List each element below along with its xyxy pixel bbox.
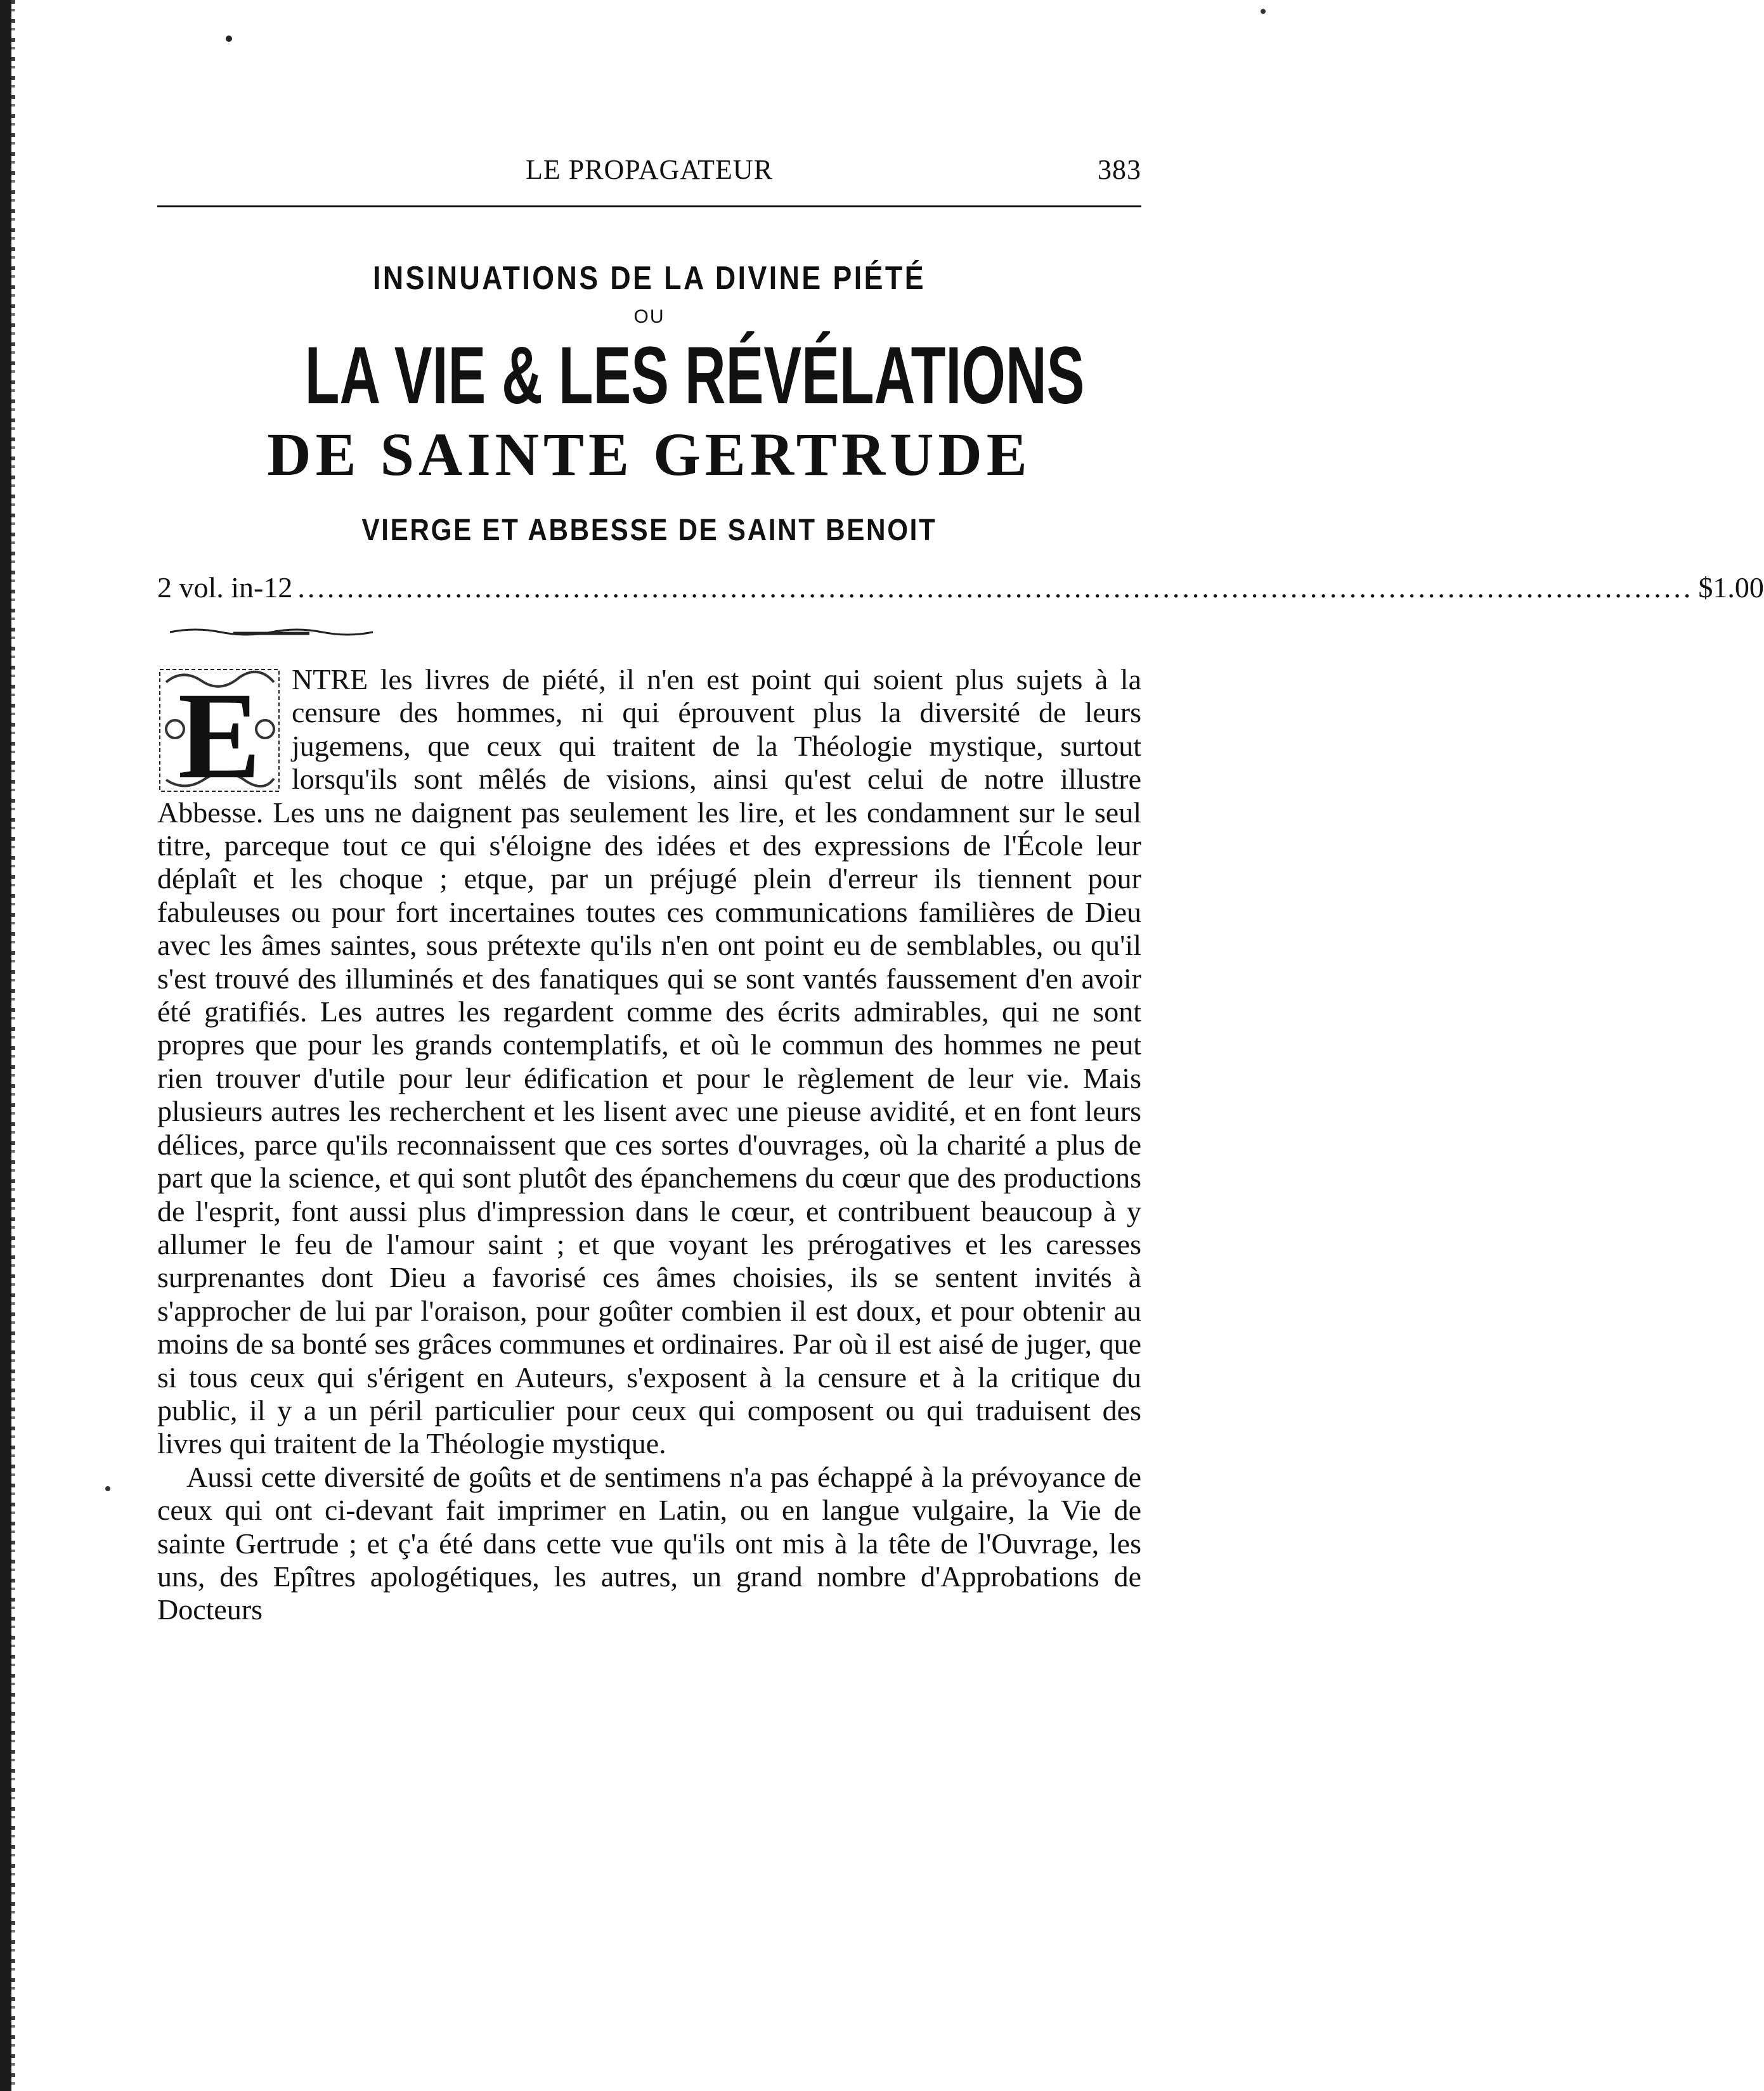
drop-cap-letter: E <box>178 667 261 805</box>
page <box>157 146 1764 1627</box>
title-line-insinuations: INSINUATIONS DE LA DIVINE PIÉTÉ <box>373 260 926 297</box>
edition-format: 2 vol. in-12 <box>157 571 293 604</box>
margin-speck <box>105 1486 110 1491</box>
dot-leader: .............................................................................................................................................. <box>297 571 1694 604</box>
paragraph-2: Aussi cette diversité de goûts et de sentimens n'a pas échappé à la prévoyance de ceux qui ont ci-devant fait imprimer en Latin, ou en langue vulgaire, la Vie de sainte Gertrude ; et ç'a été dans cette vue qu'ils ont mis à la tête de l'Ouvrage, les uns, des Epîtres apologétiques, les autres, un grand nombre d'Approbations de Docteurs <box>157 1460 1141 1626</box>
price-line <box>157 571 1764 604</box>
running-head-title: LE PROPAGATEUR <box>525 154 774 185</box>
paragraph-1: NTRE les livres de piété, il n'en est point qui soient plus sujets à la censure des hommes, ni qui éprouvent plus la diversité de leurs jugemens, que ceux qui traitent de la Théologie mystique, surtout lorsqu'ils sont mêlés de visions, ainsi qu'est celui de notre illustre Abbesse. Les uns ne daignent pas seulement les lire, et les condamnent sur le seul titre, parceque tout ce qui s'éloigne des idées et des expressions de l'École leur déplaît et les choque ; etque, par un préjugé plein d'erreur ils tiennent pour fabuleuses ou pour fort incertaines toutes ces communications familières de Dieu avec les âmes saintes, sous prétexte qu'ils n'en ont point eu de semblables, ou qu'il s'est trouvé des illuminés et des fanatiques qui se sont vantés faussement d'en avoir été gratifiés. Les autres les regardent comme des écrits admirables, qui ne sont propres que pour les grands contemplatifs, et où le commun des hommes ne peut rien trouver d'utile pour leur édification et pour le règlement de leur vie. Mais plusieurs autres les recherchent et les lisent avec une pieuse avidité, et en font leurs délices, parce qu'ils reconnaissent que ces sortes d'ouvrages, où la charité a plus de part que la science, et qui sont plutôt des épanchemens du cœur que des productions de l'esprit, font aussi plus d'impression dans le cœur, et contribuent beaucoup à y allumer le feu de l'amour saint ; et que voyant les prérogatives et les caresses surprenantes dont Dieu a favorisé ces âmes choisies, ils se sentent invités à s'approcher de lui par l'oraison, pour goûter combien il est doux, et pour obtenir au moins de sa bonté ses grâces communes et ordinaires. Par où il est aisé de juger, que si tous ceux qui s'érigent en Auteurs, s'exposent à la censure et à la critique du public, il y a un péril particulier pour ceux qui composent ou qui traduisent des livres qui traitent de la Théologie mystique. <box>157 663 1141 1460</box>
main-title: LA VIE & LES RÉVÉLATIONS <box>304 330 1085 421</box>
title-conjunction: OU <box>633 306 665 327</box>
subtitle: DE SAINTE GERTRUDE <box>267 420 1032 488</box>
binding-edge <box>0 0 11 2091</box>
book-title-block <box>157 259 1141 548</box>
body-text <box>157 663 1141 1627</box>
ink-speck <box>226 36 232 42</box>
price: $1.00 <box>1698 571 1764 604</box>
ornament-divider <box>157 626 386 638</box>
title-line-vierge: VIERGE ET ABBESSE DE SAINT BENOIT <box>361 514 937 547</box>
margin-speck <box>1261 9 1266 14</box>
page-number: 383 <box>1098 154 1141 185</box>
running-head <box>157 146 1141 190</box>
header-rule <box>157 205 1141 207</box>
drop-cap-ornament <box>157 666 282 805</box>
